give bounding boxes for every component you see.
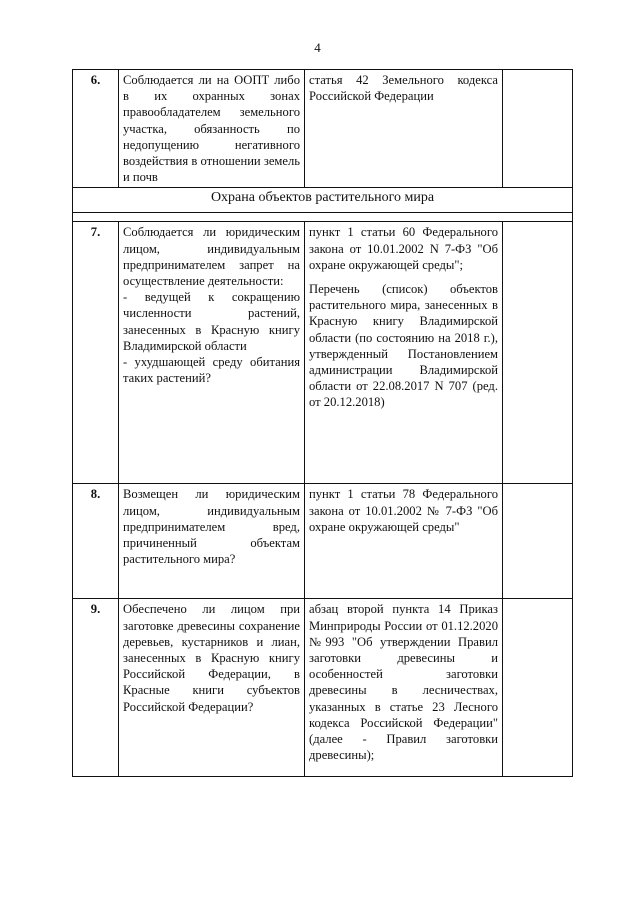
legal-reference: пункт 1 статьи 60 Федерального закона от 10.01.2002 N 7-ФЗ "Об охране окружающей среды";: [309, 225, 498, 272]
answer-cell: [503, 599, 573, 777]
row-number: 7.: [73, 222, 119, 484]
table-row: [73, 484, 573, 599]
spacer-row: [73, 213, 573, 222]
table-row: [73, 70, 573, 188]
question-item: - ведущей к сокращению численности растений, занесенных в Красную книгу Владимирской области: [123, 290, 300, 353]
answer-cell: [503, 70, 573, 188]
legal-reference-cell: пункт 1 статьи 78 Федерального закона от 10.01.2002 № 7-ФЗ "Об охране окружающей среды": [305, 484, 503, 599]
spacer: [73, 213, 573, 222]
legal-reference-cell: абзац второй пункта 14 Приказ Минприроды России от 01.12.2020 №993 "Об утверждении Правил заготовки древесины и особенностей заготовки древесины в лесничествах, указанных в статье 23 Лесного кодекса Российской Федерации" (далее - Правил заготовки древесины);: [305, 599, 503, 777]
row-number: 6.: [73, 70, 119, 188]
legal-reference-cell: [305, 222, 503, 484]
answer-cell: [503, 484, 573, 599]
question-cell: Обеспечено ли лицом при заготовке древесины сохранение деревьев, кустарников и лиан, занесенных в Красную книгу Российской Федерации, в Красные книги субъектов Российской Федерации?: [119, 599, 305, 777]
checklist-table: [72, 69, 573, 777]
page-number: 4: [314, 40, 321, 55]
answer-cell: [503, 222, 573, 484]
question-item: - ухудшающей среду обитания таких растений?: [123, 355, 300, 386]
section-title: Охрана объектов растительного мира: [73, 188, 573, 213]
section-row: [73, 188, 573, 213]
question-text: Соблюдается ли юридическим лицом, индивидуальным предпринимателем запрет на осуществление деятельности:: [123, 225, 300, 289]
question-cell: [119, 222, 305, 484]
row-number: 8.: [73, 484, 119, 599]
question-cell: Соблюдается ли на ООПТ либо в их охранных зонах правообладателем земельного участка, обязанность по недопущению негативного воздействия в отношении земель и почв: [119, 70, 305, 188]
question-cell: Возмещен ли юридическим лицом, индивидуальным предпринимателем вред, причиненный объектам растительного мира?: [119, 484, 305, 599]
legal-reference: Перечень (список) объектов растительного мира, занесенных в Красную книгу Владимирской области (по состоянию на 2018 г.), утвержденный Постановлением администрации Владимирской области от 22.08.2017 N 707 (ред. от 20.12.2018): [309, 282, 498, 410]
table-row: [73, 599, 573, 777]
legal-reference-cell: статья 42 Земельного кодекса Российской Федерации: [305, 70, 503, 188]
table-row: [73, 222, 573, 484]
row-number: 9.: [73, 599, 119, 777]
